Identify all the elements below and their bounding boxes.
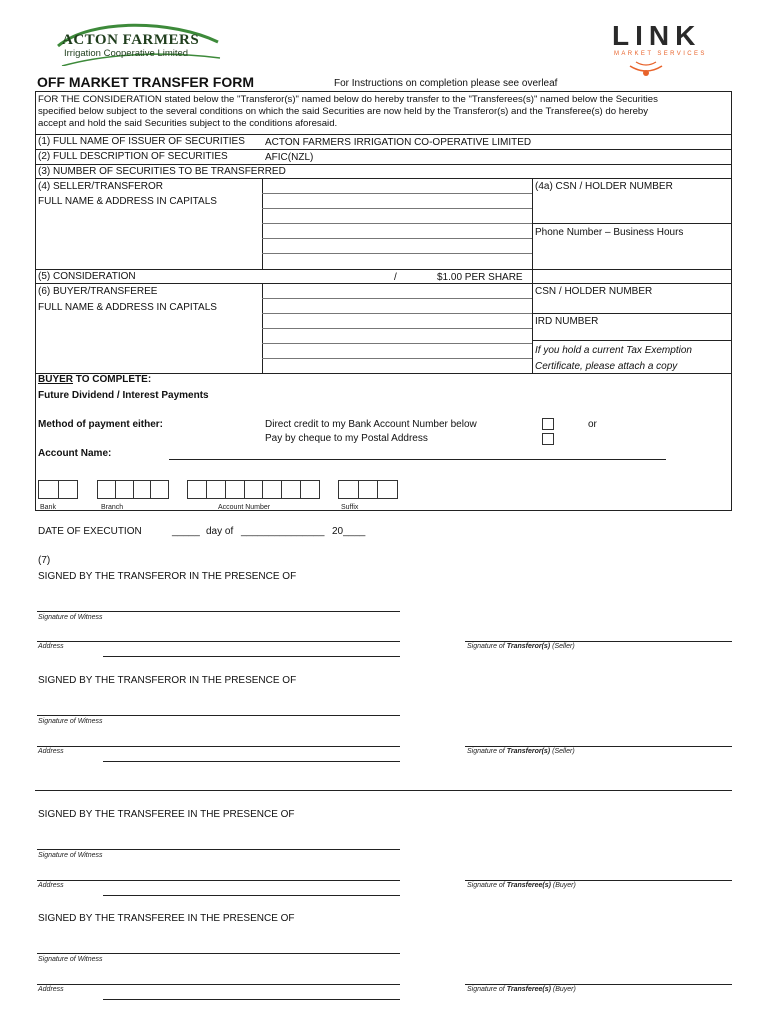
seller-name-line[interactable] <box>262 193 532 194</box>
buyer-ird-label: IRD NUMBER <box>535 316 599 327</box>
sig-block2-heading: SIGNED BY THE TRANSFEROR IN THE PRESENCE OF <box>38 675 297 686</box>
rule <box>35 149 732 150</box>
witness2-address-label: Address <box>38 748 64 755</box>
witness3-address-line[interactable] <box>37 880 400 881</box>
branch-label: Branch <box>101 504 124 511</box>
sig-prefix: Signature of <box>467 748 505 755</box>
option-direct-credit: Direct credit to my Bank Account Number below <box>265 419 477 430</box>
buyer-complete-heading <box>38 374 151 386</box>
preamble-line1: FOR THE CONSIDERATION stated below the "Transferor(s)" named below do hereby transfer to the "Transferees(s)" named below the Securities <box>38 94 658 105</box>
buyer-address-line[interactable] <box>262 328 532 329</box>
tax-note-line1: If you hold a current Tax Exemption <box>535 345 692 356</box>
registry-logo <box>608 20 728 80</box>
seller-word: (Seller) <box>552 748 575 755</box>
buyer-word: (Buyer) <box>552 882 576 889</box>
rule <box>35 283 732 284</box>
witness4-label: Signature of Witness <box>38 956 103 963</box>
buyer-label: (6) BUYER/TRANSFEREE <box>38 286 158 297</box>
or-text: or <box>588 419 597 430</box>
seller-label: (4) SELLER/TRANSFEROR <box>38 181 164 192</box>
seller-address-line[interactable] <box>262 223 532 224</box>
payments-subheading: Future Dividend / Interest Payments <box>38 390 209 401</box>
buyer-word: BUYER <box>38 374 74 385</box>
issuer-label: (1) FULL NAME OF ISSUER OF SECURITIES <box>38 136 245 147</box>
rule <box>532 223 732 224</box>
seller-csn-label-text: (4a) CSN / HOLDER NUMBER <box>535 181 673 192</box>
consideration-label: (5) CONSIDERATION <box>38 271 136 282</box>
witness1-label: Signature of Witness <box>38 614 103 621</box>
issuer-logo <box>52 22 222 66</box>
direct-credit-checkbox[interactable] <box>542 418 554 430</box>
consideration-slash: / <box>394 272 397 283</box>
rule <box>35 134 732 135</box>
transferor-word: Transferor(s) <box>506 748 551 755</box>
witness3-address-line2[interactable] <box>103 895 400 896</box>
transferee1-sig-label <box>467 880 576 892</box>
seller-address-line[interactable] <box>262 253 532 254</box>
issuer-logo-line2: Irrigation Cooperative Limited <box>64 48 189 59</box>
witness3-address-label: Address <box>38 882 64 889</box>
rule <box>35 269 732 270</box>
seller-sub: FULL NAME & ADDRESS IN CAPITALS <box>38 196 217 207</box>
method-label: Method of payment either: <box>38 419 164 430</box>
rule <box>532 283 533 373</box>
section-divider <box>35 790 732 791</box>
sig-block3-heading: SIGNED BY THE TRANSFEREE IN THE PRESENCE OF <box>38 809 295 820</box>
registry-logo-word: LINK <box>612 20 702 51</box>
preamble-line2: specified below subject to the several conditions on which the said Securities are now held by the Transferor(s) and the Transferee(s) do hereby <box>38 106 649 117</box>
transferor2-sig-label <box>467 746 575 758</box>
account-number-boxes[interactable] <box>187 480 320 499</box>
issuer-logo-line1: ACTON FARMERS <box>62 32 200 48</box>
form-title: OFF MARKET TRANSFER FORM <box>37 74 254 90</box>
execution-year[interactable]: 20____ <box>332 526 366 537</box>
account-name-label: Account Name: <box>38 448 112 459</box>
witness4-address-line[interactable] <box>37 984 400 985</box>
execution-day-blank[interactable]: _____ <box>172 526 200 537</box>
rule <box>35 164 732 165</box>
witness1-address-label: Address <box>38 643 64 650</box>
branch-number-boxes[interactable] <box>97 480 169 499</box>
seller-csn-label <box>535 181 673 193</box>
instructions-note: For Instructions on completion please see overleaf <box>334 78 558 89</box>
buyer-address-line[interactable] <box>262 358 532 359</box>
issuer-value: ACTON FARMERS IRRIGATION CO-OPERATIVE LIMITED <box>265 137 532 148</box>
suffix-boxes[interactable] <box>338 480 398 499</box>
seller-phone-label: Phone Number – Business Hours <box>535 227 684 238</box>
tax-note-line2: Certificate, please attach a copy <box>535 361 678 372</box>
section-7-number: (7) <box>38 555 51 566</box>
to-complete-text: TO COMPLETE: <box>73 374 152 385</box>
seller-address-line[interactable] <box>262 208 532 209</box>
witness4-address-label: Address <box>38 986 64 993</box>
description-label: (2) FULL DESCRIPTION OF SECURITIES <box>38 151 228 162</box>
sig-block4-heading: SIGNED BY THE TRANSFEREE IN THE PRESENCE OF <box>38 913 295 924</box>
registry-logo-sub: MARKET SERVICES <box>614 51 707 57</box>
transferee2-sig-label <box>467 984 576 996</box>
consideration-value: $1.00 PER SHARE <box>437 272 523 283</box>
buyer-address-line[interactable] <box>262 343 532 344</box>
rule <box>532 178 533 283</box>
witness1-address-line2[interactable] <box>103 656 400 657</box>
sig-prefix: Signature of <box>467 986 505 993</box>
buyer-word: (Buyer) <box>552 986 576 993</box>
witness2-label: Signature of Witness <box>38 718 103 725</box>
option-cheque: Pay by cheque to my Postal Address <box>265 433 428 444</box>
bank-label: Bank <box>40 504 56 511</box>
rule <box>532 313 732 314</box>
sig-prefix: Signature of <box>467 882 505 889</box>
rule <box>532 340 732 341</box>
cheque-checkbox[interactable] <box>542 433 554 445</box>
buyer-name-line[interactable] <box>262 298 532 299</box>
date-of-execution-label: DATE OF EXECUTION <box>38 526 142 537</box>
bank-number-boxes[interactable] <box>38 480 78 499</box>
buyer-sub: FULL NAME & ADDRESS IN CAPITALS <box>38 302 217 313</box>
execution-day-of: day of <box>206 526 234 537</box>
transferee-word: Transferee(s) <box>506 882 551 889</box>
buyer-address-line[interactable] <box>262 313 532 314</box>
account-name-line[interactable] <box>169 459 666 460</box>
sig-prefix: Signature of <box>467 643 505 650</box>
witness2-address-line2[interactable] <box>103 761 400 762</box>
transferor-word: Transferor(s) <box>506 643 551 650</box>
preamble-line3: accept and hold the said Securities subject to the conditions aforesaid. <box>38 118 338 129</box>
witness3-label: Signature of Witness <box>38 852 103 859</box>
seller-word: (Seller) <box>552 643 575 650</box>
witness1-address-line[interactable] <box>37 641 400 642</box>
suffix-label: Suffix <box>341 504 359 511</box>
witness4-address-line2[interactable] <box>103 999 400 1000</box>
signal-icon <box>626 58 666 80</box>
transferor1-sig-label <box>467 641 575 653</box>
description-value: AFIC(NZL) <box>265 152 314 163</box>
seller-address-line[interactable] <box>262 238 532 239</box>
rule <box>35 178 732 179</box>
number-label: (3) NUMBER OF SECURITIES TO BE TRANSFERRED <box>38 166 286 177</box>
buyer-csn-label: CSN / HOLDER NUMBER <box>535 286 653 297</box>
witness2-address-line[interactable] <box>37 746 400 747</box>
execution-month-blank[interactable]: _______________ <box>241 526 325 537</box>
sig-block1-heading: SIGNED BY THE TRANSFEROR IN THE PRESENCE OF <box>38 571 297 582</box>
transferee-word: Transferee(s) <box>506 986 551 993</box>
account-number-label: Account Number <box>218 504 271 511</box>
